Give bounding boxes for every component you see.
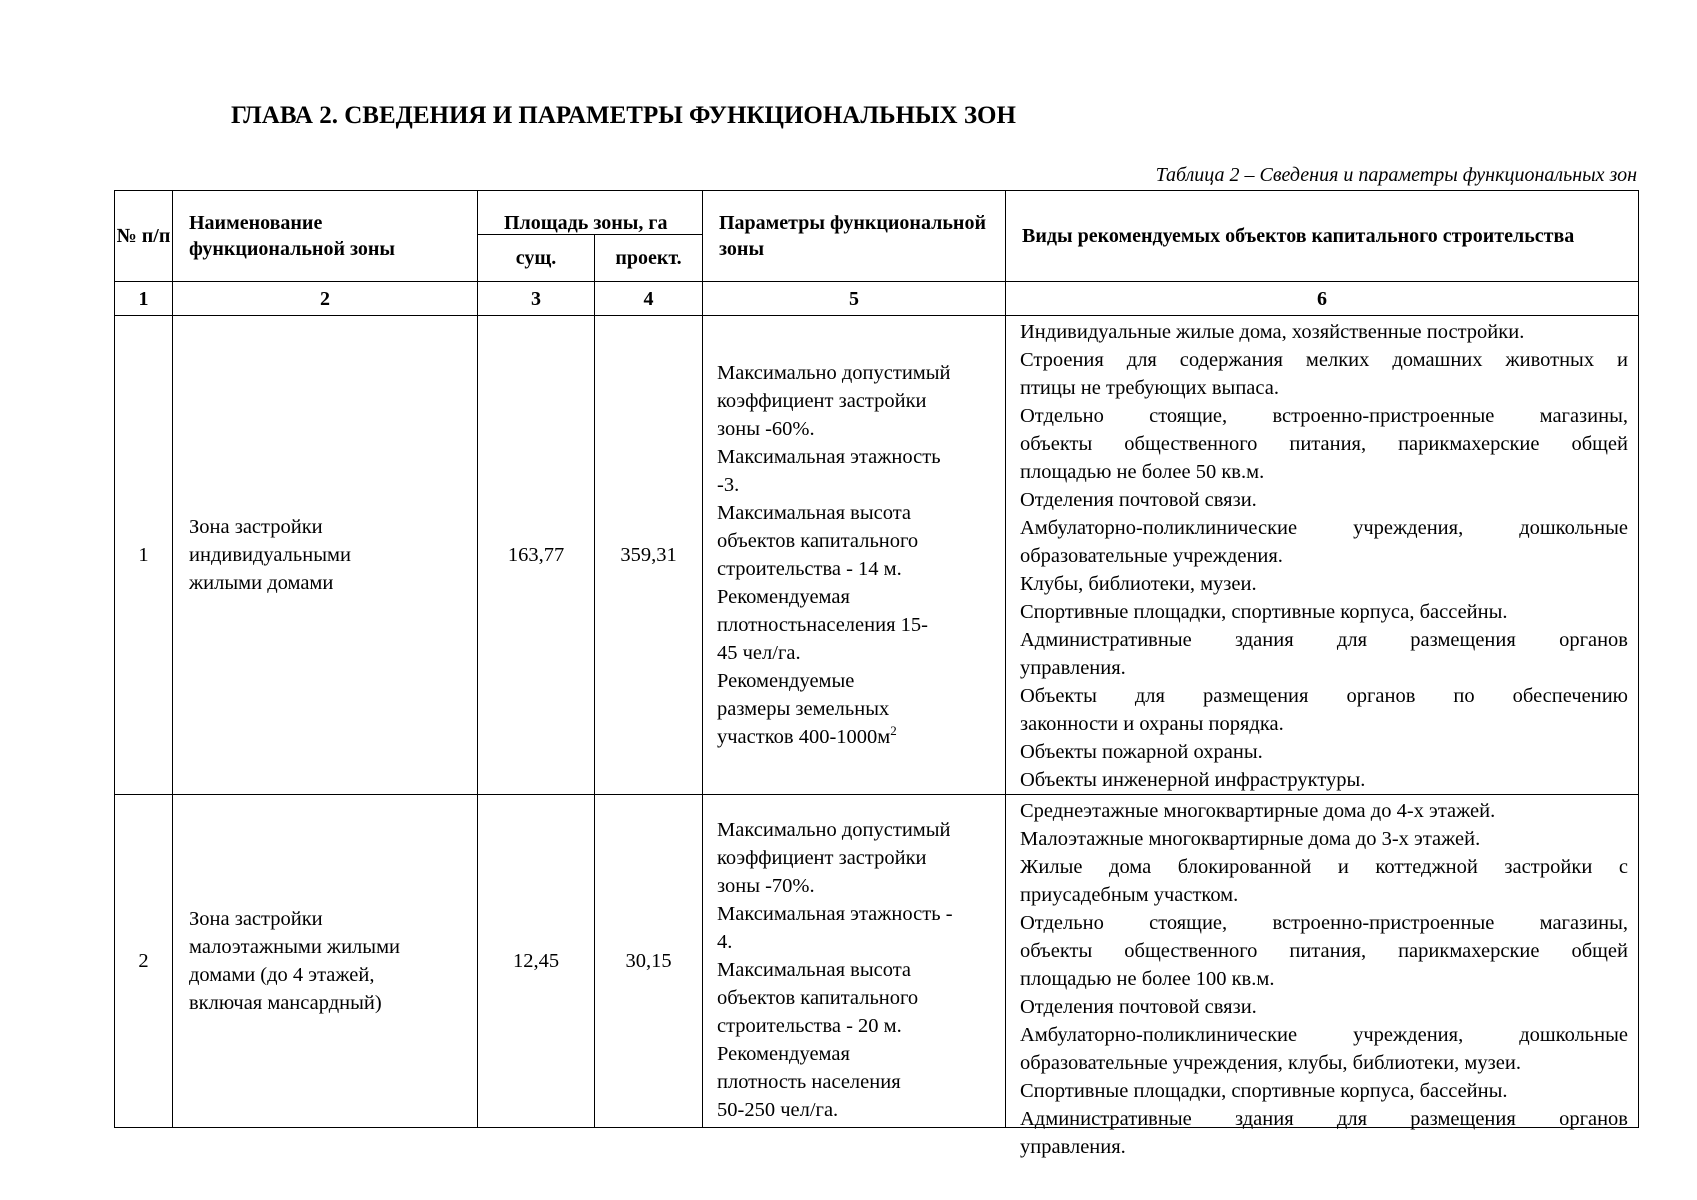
area-project: 359,31 (595, 316, 703, 795)
text-line: -3. (717, 474, 740, 496)
text-line: 4. (717, 931, 733, 953)
header-num: № п/п (115, 191, 173, 282)
table-row (115, 316, 1639, 795)
text-line: Максимальная этажность (717, 446, 941, 468)
text-line: Клубы, библиотеки, музеи. (1020, 573, 1257, 595)
column-number: 3 (478, 282, 595, 316)
text-line: приусадебным участком. (1020, 884, 1239, 906)
object-item (1020, 909, 1628, 993)
text-line: Административные здания для размещения органов (1020, 629, 1628, 651)
objects-list (1020, 797, 1628, 1158)
text-line: управления. (1020, 657, 1126, 679)
text-line: размеры земельных (717, 698, 890, 720)
functional-zones-table (114, 190, 1639, 1158)
header-area-existing: сущ. (478, 235, 595, 282)
zone-name (173, 795, 478, 1128)
text-line: Отделения почтовой связи. (1020, 996, 1257, 1018)
object-item (1020, 318, 1628, 346)
header-params: Параметры функциональной зоны (703, 191, 1006, 282)
chapter-title: ГЛАВА 2. СВЕДЕНИЯ И ПАРАМЕТРЫ ФУНКЦИОНАЛЬНЫХ ЗОН (231, 102, 1016, 129)
text-line: птицы не требующих выпаса. (1020, 377, 1279, 399)
text-line: объектов капитального (717, 530, 919, 552)
column-numbers-row (115, 282, 1639, 316)
text-line: Максимальная высота (717, 959, 911, 981)
column-number: 2 (173, 282, 478, 316)
header-objects: Виды рекомендуемых объектов капитального строительства (1006, 191, 1639, 282)
text-line: плотность населения (717, 1071, 901, 1093)
object-item (1020, 797, 1628, 825)
zone-parameters (703, 795, 1006, 1128)
recommended-objects (1006, 795, 1639, 1158)
text-line: управления. (1020, 1136, 1126, 1158)
text-line: домами (до 4 этажей, (189, 964, 375, 986)
column-number: 1 (115, 282, 173, 316)
header-row (115, 191, 1639, 235)
text-line: коэффициент застройки (717, 847, 927, 869)
object-item (1020, 570, 1628, 598)
text-line: Административные здания для размещения органов (1020, 1108, 1628, 1130)
text-line: Отдельно стоящие, встроенно-пристроенные магазины, (1020, 405, 1628, 427)
text-line: Объекты для размещения органов по обеспечению (1020, 685, 1628, 707)
object-item (1020, 825, 1628, 853)
column-number: 6 (1006, 282, 1639, 316)
text-line: Объекты пожарной охраны. (1020, 741, 1263, 763)
text-line: Индивидуальные жилые дома, хозяйственные постройки. (1020, 321, 1525, 343)
text-line: зоны -70%. (717, 875, 815, 897)
table-caption: Таблица 2 – Сведения и параметры функциональных зон (1155, 164, 1637, 186)
text-line: площадью не более 50 кв.м. (1020, 461, 1265, 483)
object-item (1020, 766, 1628, 794)
object-item (1020, 514, 1628, 570)
text-line: образовательные учреждения. (1020, 545, 1283, 567)
column-number: 5 (703, 282, 1006, 316)
text-line: Спортивные площадки, спортивные корпуса, бассейны. (1020, 601, 1508, 623)
text-line: объектов капитального (717, 987, 919, 1009)
text-line: Объекты инженерной инфраструктуры. (1020, 769, 1366, 791)
text-line: 50-250 чел/га. (717, 1099, 839, 1121)
text-line: Рекомендуемые (717, 670, 855, 692)
text-line: строительства - 14 м. (717, 558, 902, 580)
text-line: Зона застройки (189, 908, 323, 930)
superscript: 2 (890, 723, 897, 739)
row-number: 2 (115, 795, 173, 1128)
text-line: Жилые дома блокированной и коттеджной застройки с (1020, 856, 1628, 878)
text-line: Амбулаторно-поликлинические учреждения, дошкольные (1020, 517, 1628, 539)
text-line: коэффициент застройки (717, 390, 927, 412)
text-line: Рекомендуемая (717, 1043, 850, 1065)
text-line: строительства - 20 м. (717, 1015, 902, 1037)
text-line: Максимально допустимый (717, 362, 951, 384)
text-line: Максимальная этажность - (717, 903, 953, 925)
object-item (1020, 346, 1628, 402)
text-line: объекты общественного питания, парикмахерские общей (1020, 433, 1628, 455)
text-line: Максимальная высота (717, 502, 911, 524)
object-item (1020, 853, 1628, 909)
object-item (1020, 738, 1628, 766)
area-existing: 12,45 (478, 795, 595, 1128)
object-item (1020, 626, 1628, 682)
object-item (1020, 1021, 1628, 1077)
text-line: Отдельно стоящие, встроенно-пристроенные магазины, (1020, 912, 1628, 934)
text-line: Спортивные площадки, спортивные корпуса, бассейны. (1020, 1080, 1508, 1102)
header-area-project: проект. (595, 235, 703, 282)
text-line: включая мансардный) (189, 992, 382, 1014)
text-line: малоэтажными жилыми (189, 936, 401, 958)
object-item (1020, 598, 1628, 626)
text-line: участков $400-1000м^2$ (717, 723, 897, 748)
text-line: Отделения почтовой связи. (1020, 489, 1257, 511)
text-line: Малоэтажные многоквартирные дома до 3-х этажей. (1020, 828, 1481, 850)
table-row (115, 795, 1639, 1128)
text-line: жилыми домами (189, 572, 334, 594)
text-line: плотностьнаселения 15- (717, 614, 928, 636)
text-line: Рекомендуемая (717, 586, 850, 608)
text-line: Зона застройки (189, 516, 323, 538)
zone-parameters (703, 316, 1006, 795)
area-project: 30,15 (595, 795, 703, 1128)
header-area: Площадь зоны, га (478, 191, 703, 235)
row-number: 1 (115, 316, 173, 795)
object-item (1020, 1105, 1628, 1161)
text-line: образовательные учреждения, клубы, библиотеки, музеи. (1020, 1052, 1521, 1074)
text-line: объекты общественного питания, парикмахерские общей (1020, 940, 1628, 962)
header-name: Наименование функциональной зоны (173, 191, 478, 282)
text-line: площадью не более 100 кв.м. (1020, 968, 1275, 990)
text-line: зоны -60%. (717, 418, 815, 440)
text-line: Амбулаторно-поликлинические учреждения, дошкольные (1020, 1024, 1628, 1046)
zone-name (173, 316, 478, 795)
object-item (1020, 486, 1628, 514)
text-line: Максимально допустимый (717, 819, 951, 841)
text-line: законности и охраны порядка. (1020, 713, 1284, 735)
column-number: 4 (595, 282, 703, 316)
text-line: Строения для содержания мелких домашних животных и (1020, 349, 1628, 371)
text-line: Среднеэтажные многоквартирные дома до 4-х этажей. (1020, 800, 1496, 822)
object-item (1020, 402, 1628, 486)
area-existing: 163,77 (478, 316, 595, 795)
text-line: 45 чел/га. (717, 642, 801, 664)
text-line: индивидуальными (189, 544, 351, 566)
recommended-objects (1006, 316, 1639, 795)
object-item (1020, 682, 1628, 738)
object-item (1020, 1077, 1628, 1105)
object-item (1020, 993, 1628, 1021)
